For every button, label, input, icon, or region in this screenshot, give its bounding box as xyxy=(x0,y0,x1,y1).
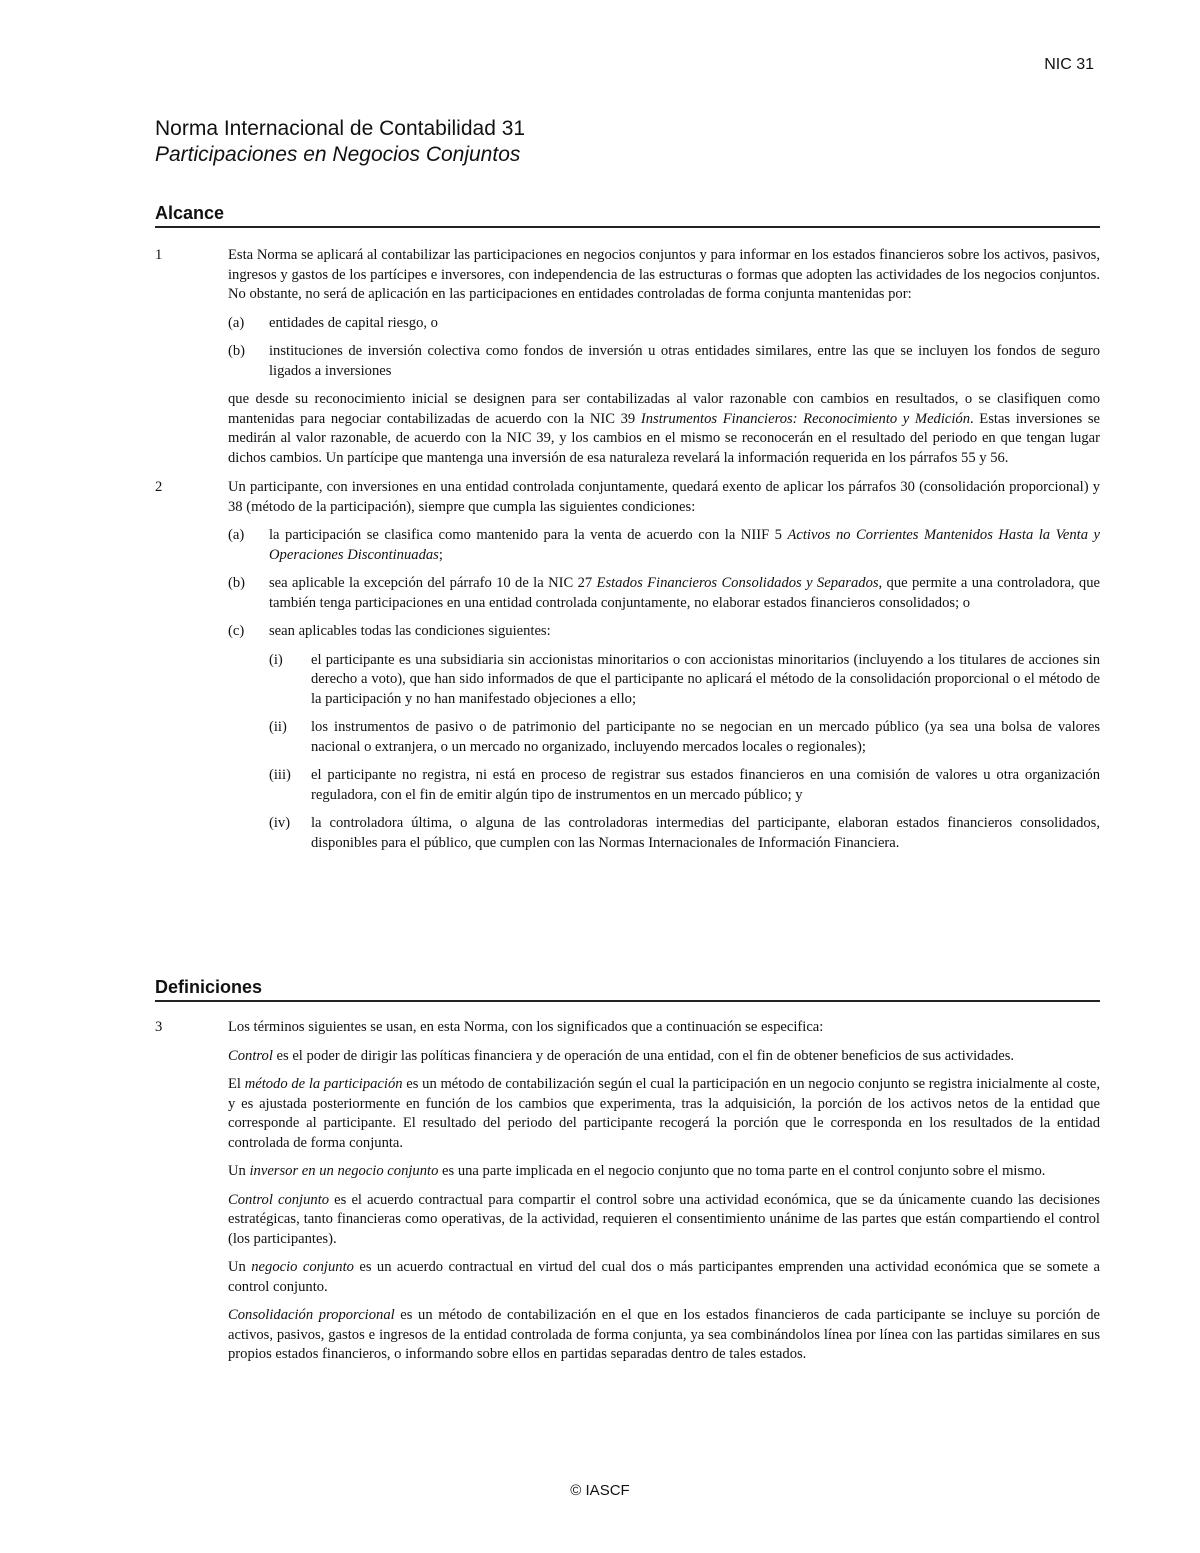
alcance-section xyxy=(155,246,1100,863)
text-run: , que permite a una controladora, que también tenga participaciones en una entidad controlada conjuntamente, no elaborar estados financieros consolidados; o xyxy=(269,575,1101,611)
section-heading-alcance: Alcance xyxy=(155,203,1100,228)
paragraph-text: Un participante, con inversiones en una entidad controlada conjuntamente, quedará exento de aplicar los párrafos 30 (consolidación proporcional) y 38 (método de la participación), siempre que cumpla las siguientes condiciones: xyxy=(228,479,1100,515)
standard-reference: Activos no Corrientes Mantenidos Hasta la Venta y Operaciones Discontinuadas xyxy=(269,527,1100,563)
definiciones-section xyxy=(155,1018,1100,1375)
standard-subtitle: Participaciones en Negocios Conjuntos xyxy=(155,143,521,166)
defined-term: inversor en un negocio conjunto xyxy=(249,1163,439,1179)
text-run: Un xyxy=(228,1259,252,1275)
list-item xyxy=(228,314,1100,334)
definition-consolidacion-proporcional xyxy=(228,1306,1100,1365)
defined-term: negocio conjunto xyxy=(251,1259,354,1275)
text-run: ; xyxy=(438,546,443,563)
sub-list-item-text: los instrumentos de pasivo o de patrimonio del participante no se negocian en un mercado público (ya sea una bolsa de valores nacional o extranjera, o un mercado no organizado, incluyendo mercados locales o regionales); xyxy=(311,719,1100,755)
section-heading-definiciones: Definiciones xyxy=(155,977,1100,1002)
paragraph-continuation xyxy=(228,390,1100,468)
defined-term: Control conjunto xyxy=(228,1191,330,1208)
list-item-label: (c) xyxy=(228,623,245,639)
list-item xyxy=(228,622,1100,642)
definition-inversor xyxy=(228,1162,1100,1182)
sub-list-item xyxy=(269,766,1100,805)
sub-list-item-text: el participante no registra, ni está en proceso de registrar sus estados financieros en una comisión de valores u otra organización reguladora, con el fin de emitir algún tipo de instrumentos en un mercado público; y xyxy=(311,767,1100,803)
text-run: El xyxy=(228,1076,245,1092)
page-header-reference: NIC 31 xyxy=(1044,56,1094,73)
paragraph-number: 3 xyxy=(155,1019,163,1035)
definition-text: es un método de contabilización en el que en los estados financieros de cada participante se incluye su porción de activos, pasivos, gastos e ingresos de la entidad controlada de forma conjunta, ya sea combinándolos línea por línea con las partidas similares en sus propios estados financieros, o informando sobre ellos en partidas separadas dentro de tales estados. xyxy=(228,1307,1100,1362)
sub-list-item xyxy=(269,651,1100,710)
sub-list xyxy=(269,651,1100,854)
list-item-text: entidades de capital riesgo, o xyxy=(269,314,438,331)
paragraph-1 xyxy=(155,246,1100,468)
text-run: que desde su reconocimiento inicial se designen para ser contabilizadas al valor razonable con cambios en resultados, o se clasifiquen como mantenidas para negociar contabilizadas de acuerdo con la NIC 39 xyxy=(228,391,1100,427)
defined-term: Control xyxy=(228,1047,273,1064)
list-item xyxy=(228,526,1100,565)
list-item xyxy=(228,574,1100,613)
sub-list-item-label: (i) xyxy=(269,651,283,668)
standard-reference: Estados Financieros Consolidados y Separados xyxy=(596,575,879,591)
definition-text: es el acuerdo contractual para compartir el control sobre una actividad económica, que se da únicamente cuando las decisiones estratégicas, tanto financieras como operativas, de la actividad, requieren el consentimiento unánime de las partes que están compartiendo el control (los participantes). xyxy=(228,1191,1101,1247)
paragraph-3 xyxy=(155,1018,1100,1365)
paragraph-text: Esta Norma se aplicará al contabilizar las participaciones en negocios conjuntos y para informar en los estados financieros sobre los activos, pasivos, ingresos y gastos de los partícipes e inversores, con independencia de las estructuras o formas que adopten las actividades de los negocios conjuntos. No obstante, no será de aplicación en las participaciones en entidades controladas de forma conjunta mantenidas por: xyxy=(228,247,1100,302)
paragraph-text: Los términos siguientes se usan, en esta Norma, con los significados que a continuación se especifica: xyxy=(228,1019,824,1035)
definition-text: es un acuerdo contractual en virtud del cual dos o más participantes emprenden una actividad económica que se somete a control conjunto. xyxy=(228,1259,1100,1295)
paragraph-2 xyxy=(155,478,1100,853)
list-item-label: (a) xyxy=(228,314,245,331)
definition-text: es un método de contabilización según el cual la participación en un negocio conjunto se registra inicialmente al coste, y es ajustada posteriormente en función de los cambios que experimenta, tras la adquisición, la porción de los activos netos de la entidad que corresponde al participante. El resultado del periodo del participante recogerá la porción que le corresponda en los resultados de la entidad controlada de forma conjunta. xyxy=(228,1076,1101,1151)
definition-control xyxy=(228,1047,1100,1067)
text-run: Un xyxy=(228,1163,250,1179)
list-item-label: (a) xyxy=(228,527,245,543)
sub-list-item-text: la controladora última, o alguna de las controladoras intermedias del participante, elaboran estados financieros consolidados, disponibles para el público, que cumplen con las Normas Internacionales de Información Financiera. xyxy=(311,815,1100,851)
text-run: . Estas inversiones se medirán al valor razonable, de acuerdo con la NIC 39, y los cambios en el mismo se reconocerán en el resultado del periodo en que tengan lugar dichos cambios. Un partícipe que mantenga una inversión de esa naturaleza revelará la información requerida en los párrafos 55 y 56. xyxy=(228,410,1100,466)
sub-list-item-text: el participante es una subsidiaria sin accionistas minoritarios o con accionistas minoritarios (incluyendo a los titulares de acciones sin derecho a voto), que han sido informados de que el participante no aplicará el método de la consolidación proporcional o el método de la participación y no han manifestado objeciones a ello; xyxy=(311,651,1100,707)
standard-title: Norma Internacional de Contabilidad 31 xyxy=(155,117,526,140)
sub-list-item xyxy=(269,814,1100,853)
definition-metodo-participacion xyxy=(228,1075,1100,1153)
paragraph-number: 2 xyxy=(155,479,163,495)
defined-term: Consolidación proporcional xyxy=(228,1307,395,1323)
standard-reference: Instrumentos Financieros: Reconocimiento y Medición xyxy=(640,410,971,427)
definition-text: es una parte implicada en el negocio conjunto que no toma parte en el control conjunto sobre el mismo. xyxy=(438,1163,1046,1179)
text-run: sea aplicable la excepción del párrafo 10 de la NIC 27 xyxy=(269,575,597,591)
list-item-label: (b) xyxy=(228,343,246,359)
definition-control-conjunto xyxy=(228,1191,1100,1250)
document-title xyxy=(155,116,525,168)
page-footer: © IASCF xyxy=(570,1482,630,1499)
list-item-label: (b) xyxy=(228,575,246,591)
definition-negocio-conjunto xyxy=(228,1258,1100,1297)
text-run: la participación se clasifica como mantenido para la venta de acuerdo con la NIIF 5 xyxy=(269,527,788,543)
sub-list-item-label: (ii) xyxy=(269,719,287,735)
paragraph-number: 1 xyxy=(155,247,163,263)
list-item-text: sean aplicables todas las condiciones siguientes: xyxy=(269,623,551,639)
list-item xyxy=(228,342,1100,381)
defined-term: método de la participación xyxy=(244,1076,403,1092)
sub-list-item xyxy=(269,718,1100,757)
sub-list-item-label: (iii) xyxy=(269,767,291,783)
list-item-text: instituciones de inversión colectiva como fondos de inversión u otras entidades similares, entre las que se incluyen los fondos de seguro ligados a inversiones xyxy=(269,343,1100,379)
definition-text: es el poder de dirigir las políticas financiera y de operación de una entidad, con el fin de obtener beneficios de sus actividades. xyxy=(272,1047,1015,1064)
sub-list-item-label: (iv) xyxy=(269,815,291,831)
